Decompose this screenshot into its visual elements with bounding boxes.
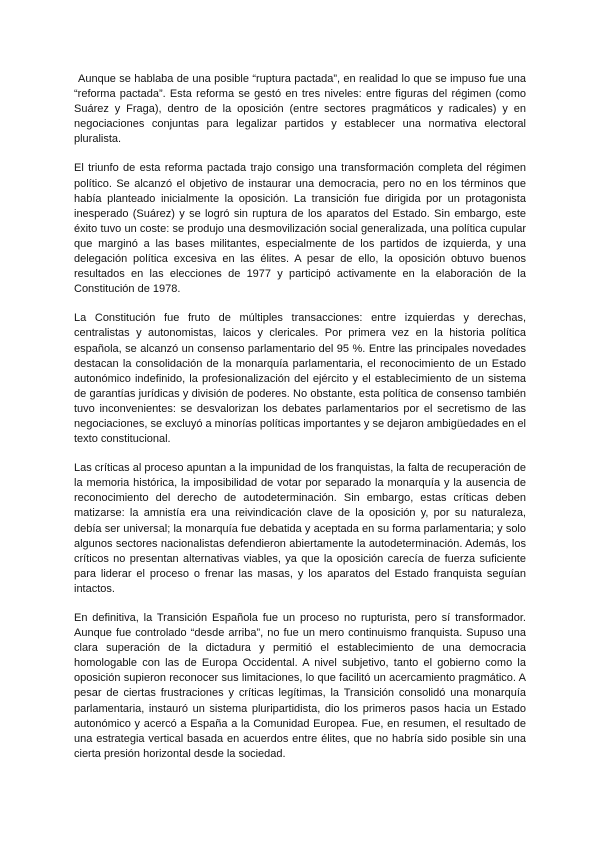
paragraph-constitucion: La Constitución fue fruto de múltiples transacciones: entre izquierdas y derechas, centralistas y autonomistas, laicos y clericales. Por primera vez en la historia política española, se alcanzó un consenso parlamentario del 95 %. Entre las principales novedades destacan la consolidación de la monarquía parlamentaria, el reconocimiento de un Estado autonómico indefinido, la profesionalización del ejército y el establecimiento de un sistema de garantías jurídicas y división de poderes. No obstante, esta política de consenso también tuvo inconvenientes: se desvalorizan los debates parlamentarios por el secretismo de las negociaciones, se excluyó a minorías políticas importantes y se dejaron ambigüedades en el texto constitucional. [74,312,526,446]
paragraph-conclusion: En definitiva, la Transición Española fue un proceso no rupturista, pero sí transformador. Aunque fue controlado “desde arriba”, no fue un mero continuismo franquista. Supuso una clara superación de la dictadura y permitió el establecimiento de una democracia homologable con las de Europa Occidental. A nivel subjetivo, tanto el gobierno como la oposición supieron reconocer sus limitaciones, lo que facilitó un acercamiento pragmático. A pesar de ciertas frustraciones y críticas legítimas, la Transición consolidó una monarquía parlamentaria, instauró un sistema pluripartidista, dio los primeros pasos hacia un Estado autonómico y acercó a España a la Comunidad Europea. Fue, en resumen, el resultado de una estrategia vertical basada en acuerdos entre élites, que no habría sido posible sin una cierta presión horizontal desde la sociedad. [74,612,526,760]
paragraph-criticas: Las críticas al proceso apuntan a la impunidad de los franquistas, la falta de recuperación de la memoria histórica, la imposibilidad de votar por separado la monarquía y la ausencia de reconocimiento del derecho de autodeterminación. Sin embargo, estas críticas deben matizarse: la amnistía era una reivindicación clave de la oposición y, por su naturaleza, debía ser universal; la monarquía fue debatida y aceptada en su forma parlamentaria; y solo algunos sectores nacionalistas defendieron abiertamente la autodeterminación. Además, los críticos no presentan alternativas viables, ya que la oposición carecía de fuerza suficiente para liderar el proceso o frenar las masas, y los aparatos del Estado franquista seguían intactos. [74,462,526,595]
document-body [74,72,526,776]
paragraph-reforma-pactada: Aunque se hablaba de una posible “ruptura pactada”, en realidad lo que se impuso fue una “reforma pactada”. Esta reforma se gestó en tres niveles: entre figuras del régimen (como Suárez y Fraga), dentro de la oposición (entre sectores pragmáticos y radicales) y en negociaciones conjuntas para legalizar partidos y establecer una normativa electoral pluralista. [74,73,526,146]
paragraph-triunfo-reforma: El triunfo de esta reforma pactada trajo consigo una transformación completa del régimen político. Se alcanzó el objetivo de instaurar una democracia, pero no en los términos que había planteado inicialmente la oposición. La transición fue dirigida por un protagonista inesperado (Suárez) y se logró sin ruptura de los aparatos del Estado. Sin embargo, este éxito tuvo un coste: se produjo una desmovilización social generalizada, una política cupular que marginó a las bases militantes, especialmente de los partidos de izquierda, y una delegación política excesiva en las élites. A pesar de ello, la oposición obtuvo buenos resultados en las elecciones de 1977 y participó activamente en la elaboración de la Constitución de 1978. [74,162,526,296]
